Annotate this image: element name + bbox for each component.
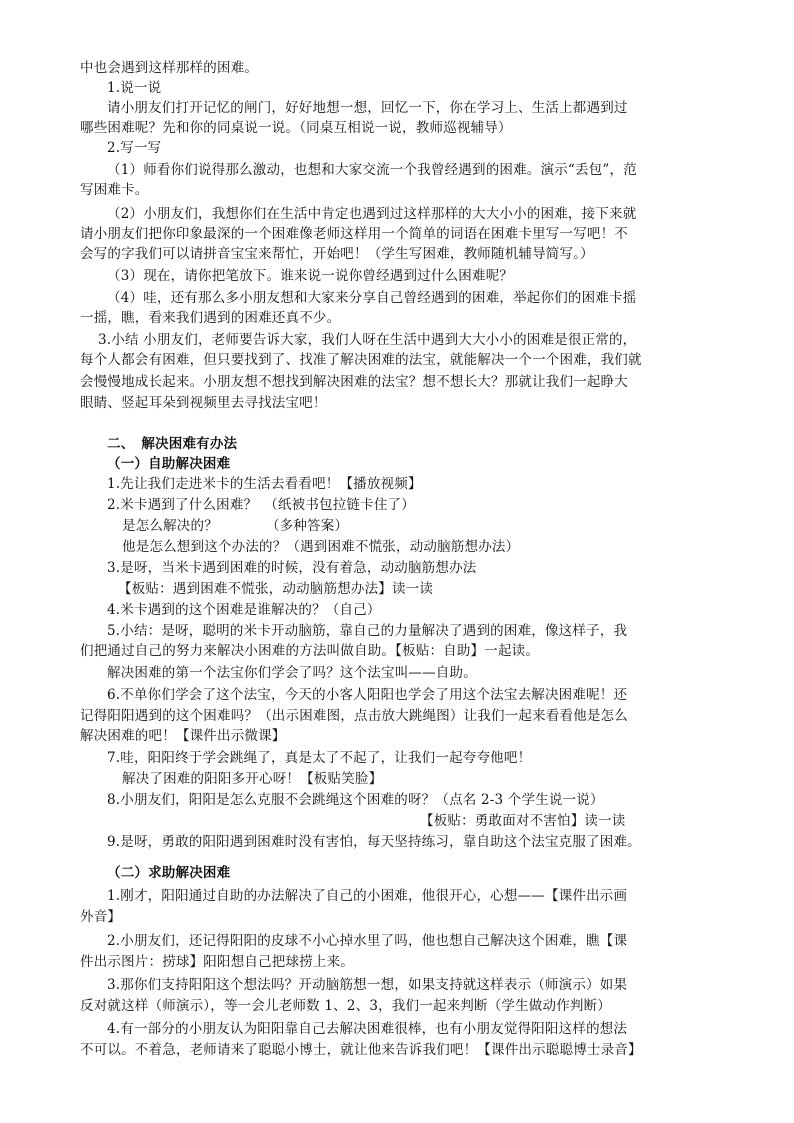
step2-p3-line: （3）现在，请你把笔放下。谁来说一说你曾经遇到过什么困难呢？ <box>107 268 514 284</box>
step2-p2-line: 请小朋友们把你印象最深的一个困难像老师这样用一个简单的词语在困难卡里写一写吧！不 <box>80 226 628 242</box>
subsection-two-heading: （二）求助解决困难 <box>107 865 231 881</box>
sub1-line: 记得阳阳遇到的这个困难吗？（出示困难图，点击放大跳绳图）让我们一起来看看他是怎么 <box>80 708 628 724</box>
sub2-line: 不可以。不着急，老师请来了聪聪小博士，就让他来告诉我们吧！【课件出示聪聪博士录音】 <box>80 1042 642 1058</box>
sub1-line: 解决困难的第一个法宝你们学会了吗？这个法宝叫——自助。 <box>107 665 477 681</box>
sub1-line: 解决困难的吧！【课件出示微课】 <box>80 728 286 744</box>
section-two-heading: 二、 解决困难有办法 <box>107 436 238 452</box>
sub1-line: 解决了困难的阳阳多开心呀！【板贴笑脸】 <box>122 771 383 787</box>
sub1-line: 们把通过自己的努力来解决小困难的方法叫做自助。【板贴：自助】一起读。 <box>80 643 540 659</box>
step2-p1-line: （1）师看你们说得那么激动，也想和大家交流一个我曾经遇到的困难。演示“丢包”，范 <box>107 162 637 178</box>
step2-p1-line: 写困难卡。 <box>80 182 149 198</box>
step1-title: 1.说一说 <box>107 80 162 96</box>
step2-p2-line: 会写的字我们可以请拼音宝宝来帮忙，开始吧！（学生写困难，教师随机辅导简写。） <box>80 246 594 262</box>
sub1-line: 【板贴：勇敢面对不害怕】读一读 <box>420 813 626 829</box>
sub1-line: 8.小朋友们，阳阳是怎么克服不会跳绳这个困难的呀？（点名 2-3 个学生说一说） <box>107 792 604 808</box>
sub1-line: 3.是呀，当米卡遇到困难的时候，没有着急，动动脑筋想办法 <box>107 560 477 576</box>
step3-line: 3.小结 小朋友们，老师要告诉大家，我们人呀在生活中遇到大大小小的困难是很正常的， <box>98 332 637 348</box>
sub1-line: 9.是呀，勇敢的阳阳遇到困难时没有害怕，每天坚持练习，靠自助这个法宝克服了困难。 <box>107 834 641 850</box>
step3-line: 每个人都会有困难，但只要找到了、找准了解决困难的法宝，就能解决一个一个困难，我们就 <box>80 352 642 368</box>
sub1-line: 6.不单你们学会了这个法宝，今天的小客人阳阳也学会了用这个法宝去解决困难呢！还 <box>107 687 628 703</box>
sub1-line: 他是怎么想到这个办法的？（遇到困难不慌张，动动脑筋想办法） <box>122 539 520 555</box>
sub1-line: 4.米卡遇到的这个困难是谁解决的？（自己） <box>107 602 381 618</box>
step2-p4-line: 一摇，瞧，看来我们遇到的困难还真不少。 <box>80 310 341 326</box>
sub2-line: 2.小朋友们，还记得阳阳的皮球不小心掉水里了吗，他也想自己解决这个困难，瞧【课 <box>107 933 628 949</box>
sub1-line: 【板贴：遇到困难不慌张，动动脑筋想办法】读一读 <box>118 581 434 597</box>
step2-p4-line: （4）哇，还有那么多小朋友想和大家来分享自己曾经遇到的困难，举起你们的困难卡摇 <box>107 290 637 306</box>
sub2-line: 3.那你们支持阳阳这个想法吗？开动脑筋想一想，如果支持就这样表示（师演示）如果 <box>107 977 628 993</box>
step2-title: 2.写一写 <box>107 140 162 156</box>
sub2-line: 外音】 <box>80 909 122 925</box>
sub1-line: 2.米卡遇到了什么困难？ （纸被书包拉链卡住了） <box>107 497 415 513</box>
sub1-line: 5.小结：是呀，聪明的米卡开动脑筋，靠自己的力量解决了遇到的困难，像这样子，我 <box>107 623 628 639</box>
step3-line: 眼睛、竖起耳朵到视频里去寻找法宝吧！ <box>80 395 327 411</box>
sub1-line: 是怎么解决的？ （多种答案） <box>122 518 349 534</box>
sub1-line: 1.先让我们走进米卡的生活去看看吧！【播放视频】 <box>107 476 422 492</box>
sub2-line: 反对就这样（师演示），等一会儿老师数 1、2、3，我们一起来判断（学生做动作判断） <box>80 998 612 1014</box>
intro-tail-line: 中也会遇到这样那样的困难。 <box>80 60 259 76</box>
sub2-line: 1.刚才，阳阳通过自助的办法解决了自己的小困难，他很开心，心想——【课件出示画 <box>107 888 628 904</box>
sub2-line: 4.有一部分的小朋友认为阳阳靠自己去解决困难很棒，也有小朋友觉得阳阳这样的想法 <box>107 1021 628 1037</box>
step1-body-line: 请小朋友们打开记忆的闸门，好好地想一想，回忆一下，你在学习上、生活上都遇到过 <box>107 100 628 116</box>
subsection-one-heading: （一）自助解决困难 <box>107 456 231 472</box>
step3-line: 会慢慢地成长起来。小朋友想不想找到解决困难的法宝？想不想长大？那就让我们一起睁大 <box>80 374 628 390</box>
sub1-line: 7.哇，阳阳终于学会跳绳了，真是太了不起了，让我们一起夸夸他吧！ <box>107 750 532 766</box>
step1-body-line: 哪些困难呢？先和你的同桌说一说。（同桌互相说一说，教师巡视辅导） <box>80 120 512 136</box>
step2-p2-line: （2）小朋友们，我想你们在生活中肯定也遇到过这样那样的大大小小的困难，接下来就 <box>107 206 637 222</box>
sub2-line: 件出示图片：捞球】阳阳想自己把球捞上来。 <box>80 954 354 970</box>
